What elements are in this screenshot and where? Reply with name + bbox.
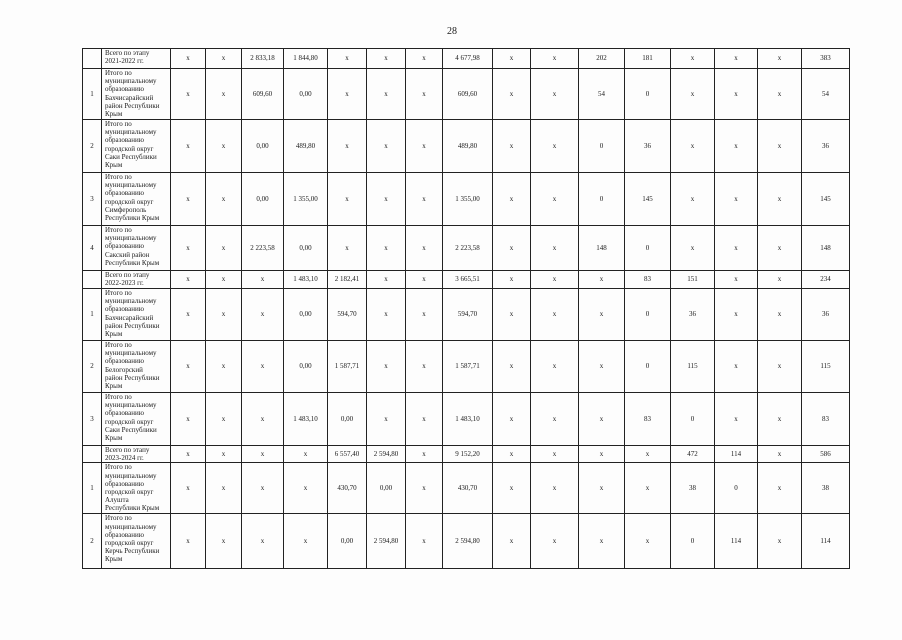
value-cell: х (493, 341, 531, 393)
value-cell: 54 (579, 69, 625, 120)
value-cell: 148 (579, 226, 625, 271)
value-cell: 114 (715, 446, 758, 463)
value-cell: х (367, 120, 406, 173)
value-cell: 1 844,80 (284, 49, 328, 69)
value-cell: х (715, 69, 758, 120)
value-cell: 54 (802, 69, 850, 120)
value-cell: 0,00 (328, 514, 367, 569)
table-body (83, 49, 850, 569)
value-cell: х (367, 69, 406, 120)
value-cell: х (531, 271, 579, 289)
municipality-row (83, 69, 850, 120)
value-cell: 1 587,71 (328, 341, 367, 393)
value-cell: х (171, 341, 206, 393)
value-cell: х (406, 514, 443, 569)
value-cell: х (579, 289, 625, 341)
value-cell: 489,80 (443, 120, 493, 173)
value-cell: 202 (579, 49, 625, 69)
value-cell: х (531, 69, 579, 120)
value-cell: х (625, 514, 671, 569)
value-cell: х (579, 393, 625, 446)
value-cell: 2 594,80 (443, 514, 493, 569)
value-cell: 36 (802, 120, 850, 173)
value-cell: х (171, 226, 206, 271)
value-cell: х (406, 446, 443, 463)
value-cell: х (367, 173, 406, 226)
value-cell: 38 (802, 463, 850, 514)
value-cell: 0 (625, 69, 671, 120)
value-cell: 1 355,00 (443, 173, 493, 226)
municipality-row (83, 341, 850, 393)
value-cell: х (367, 271, 406, 289)
value-cell: х (625, 463, 671, 514)
value-cell: х (671, 49, 715, 69)
row-name-cell: Итого по муниципальному образованию Белогорский район Республики Крым (102, 341, 171, 393)
value-cell: 0 (671, 393, 715, 446)
value-cell: х (171, 446, 206, 463)
value-cell: х (758, 69, 802, 120)
value-cell: 234 (802, 271, 850, 289)
value-cell: х (758, 49, 802, 69)
value-cell: 145 (802, 173, 850, 226)
value-cell: 2 223,58 (443, 226, 493, 271)
value-cell: 145 (625, 173, 671, 226)
municipality-row (83, 289, 850, 341)
value-cell: 148 (802, 226, 850, 271)
value-cell: 1 483,10 (284, 271, 328, 289)
value-cell: х (758, 289, 802, 341)
value-cell: 115 (802, 341, 850, 393)
value-cell: х (284, 514, 328, 569)
row-number-cell (83, 446, 102, 463)
value-cell: х (367, 226, 406, 271)
value-cell: 3 665,51 (443, 271, 493, 289)
value-cell: х (493, 226, 531, 271)
value-cell: х (493, 120, 531, 173)
municipality-row (83, 463, 850, 514)
value-cell: х (206, 271, 242, 289)
value-cell: х (493, 463, 531, 514)
value-cell: 594,70 (328, 289, 367, 341)
value-cell: х (493, 289, 531, 341)
value-cell: 83 (802, 393, 850, 446)
value-cell: 383 (802, 49, 850, 69)
municipality-row (83, 514, 850, 569)
row-number-cell: 2 (83, 514, 102, 569)
value-cell: х (531, 289, 579, 341)
value-cell: 83 (625, 271, 671, 289)
value-cell: х (367, 393, 406, 446)
value-cell: х (531, 49, 579, 69)
value-cell: 0,00 (242, 173, 284, 226)
value-cell: 38 (671, 463, 715, 514)
value-cell: 114 (715, 514, 758, 569)
value-cell: х (171, 289, 206, 341)
value-cell: х (715, 271, 758, 289)
value-cell: х (328, 69, 367, 120)
value-cell: х (531, 120, 579, 173)
value-cell: х (715, 226, 758, 271)
value-cell: 36 (802, 289, 850, 341)
value-cell: х (493, 393, 531, 446)
value-cell: х (715, 173, 758, 226)
value-cell: х (758, 514, 802, 569)
value-cell: х (171, 120, 206, 173)
value-cell: 586 (802, 446, 850, 463)
municipality-row (83, 173, 850, 226)
value-cell: х (242, 463, 284, 514)
page-number: 28 (447, 26, 457, 37)
value-cell: х (715, 120, 758, 173)
value-cell: 0,00 (284, 289, 328, 341)
value-cell: х (715, 341, 758, 393)
value-cell: 181 (625, 49, 671, 69)
value-cell: 2 833,18 (242, 49, 284, 69)
stage-total-row (83, 49, 850, 69)
row-name-cell: Итого по муниципальному образованию городской округ Алушта Республики Крым (102, 463, 171, 514)
row-number-cell (83, 271, 102, 289)
value-cell: х (531, 226, 579, 271)
value-cell: х (715, 393, 758, 446)
value-cell: х (406, 341, 443, 393)
value-cell: х (406, 271, 443, 289)
value-cell: х (406, 69, 443, 120)
value-cell: х (367, 289, 406, 341)
value-cell: х (579, 446, 625, 463)
row-number-cell: 2 (83, 341, 102, 393)
value-cell: х (758, 271, 802, 289)
value-cell: 151 (671, 271, 715, 289)
value-cell: х (531, 173, 579, 226)
value-cell: 2 594,80 (367, 514, 406, 569)
value-cell: 36 (625, 120, 671, 173)
value-cell: 0 (671, 514, 715, 569)
value-cell: 36 (671, 289, 715, 341)
value-cell: х (758, 226, 802, 271)
value-cell: х (758, 341, 802, 393)
value-cell: 0 (579, 120, 625, 173)
value-cell: 1 483,10 (284, 393, 328, 446)
row-number-cell: 1 (83, 289, 102, 341)
value-cell: х (715, 49, 758, 69)
value-cell: х (367, 49, 406, 69)
value-cell: х (242, 289, 284, 341)
value-cell: х (493, 173, 531, 226)
value-cell: 0 (715, 463, 758, 514)
value-cell: х (328, 226, 367, 271)
value-cell: х (328, 120, 367, 173)
value-cell: х (493, 49, 531, 69)
row-name-cell: Итого по муниципальному образованию Бахчисарайский район Республики Крым (102, 289, 171, 341)
value-cell: х (758, 393, 802, 446)
value-cell: х (171, 271, 206, 289)
value-cell: х (406, 393, 443, 446)
value-cell: 114 (802, 514, 850, 569)
value-cell: х (406, 49, 443, 69)
value-cell: 0,00 (242, 120, 284, 173)
value-cell: х (171, 69, 206, 120)
value-cell: 430,70 (328, 463, 367, 514)
municipality-row (83, 393, 850, 446)
row-number-cell (83, 49, 102, 69)
row-name-cell: Итого по муниципальному образованию городской округ Саки Республики Крым (102, 120, 171, 173)
value-cell: х (531, 393, 579, 446)
value-cell: 0 (625, 226, 671, 271)
value-cell: х (171, 393, 206, 446)
value-cell: 0 (625, 289, 671, 341)
value-cell: 594,70 (443, 289, 493, 341)
row-name-cell: Всего по этапу 2023-2024 гг. (102, 446, 171, 463)
value-cell: х (242, 393, 284, 446)
value-cell: х (671, 173, 715, 226)
value-cell: х (242, 271, 284, 289)
stage-total-row (83, 271, 850, 289)
row-number-cell: 3 (83, 393, 102, 446)
value-cell: х (406, 289, 443, 341)
value-cell: 609,60 (443, 69, 493, 120)
value-cell: 2 594,80 (367, 446, 406, 463)
value-cell: х (579, 463, 625, 514)
value-cell: х (579, 271, 625, 289)
value-cell: х (206, 393, 242, 446)
value-cell: х (171, 463, 206, 514)
value-cell: х (493, 69, 531, 120)
value-cell: х (206, 69, 242, 120)
value-cell: 2 223,58 (242, 226, 284, 271)
value-cell: х (715, 289, 758, 341)
value-cell: х (206, 514, 242, 569)
value-cell: 6 557,40 (328, 446, 367, 463)
row-number-cell: 1 (83, 463, 102, 514)
value-cell: 0,00 (284, 341, 328, 393)
value-cell: х (206, 463, 242, 514)
value-cell: х (328, 49, 367, 69)
stage-total-row (83, 446, 850, 463)
row-name-cell: Итого по муниципальному образованию городской округ Саки Республики Крым (102, 393, 171, 446)
value-cell: х (579, 341, 625, 393)
value-cell: х (206, 341, 242, 393)
value-cell: х (328, 173, 367, 226)
row-name-cell: Итого по муниципальному образованию Бахчисарайский район Республики Крым (102, 69, 171, 120)
value-cell: х (284, 463, 328, 514)
row-number-cell: 3 (83, 173, 102, 226)
value-cell: х (206, 120, 242, 173)
value-cell: х (493, 514, 531, 569)
value-cell: х (206, 446, 242, 463)
value-cell: х (206, 173, 242, 226)
value-cell: х (406, 226, 443, 271)
value-cell: 609,60 (242, 69, 284, 120)
value-cell: 4 677,98 (443, 49, 493, 69)
value-cell: 0,00 (284, 69, 328, 120)
row-name-cell: Всего по этапу 2021-2022 гг. (102, 49, 171, 69)
value-cell: х (531, 446, 579, 463)
value-cell: 2 182,41 (328, 271, 367, 289)
value-cell: х (406, 463, 443, 514)
value-cell: 115 (671, 341, 715, 393)
financing-table (82, 48, 850, 569)
value-cell: х (625, 446, 671, 463)
row-name-cell: Итого по муниципальному образованию городской округ Симферополь Республики Крым (102, 173, 171, 226)
value-cell: х (493, 446, 531, 463)
value-cell: 1 587,71 (443, 341, 493, 393)
value-cell: 1 483,10 (443, 393, 493, 446)
row-number-cell: 2 (83, 120, 102, 173)
value-cell: х (671, 226, 715, 271)
value-cell: х (206, 226, 242, 271)
value-cell: 1 355,00 (284, 173, 328, 226)
value-cell: 0,00 (367, 463, 406, 514)
value-cell: х (758, 120, 802, 173)
value-cell: х (242, 341, 284, 393)
value-cell: х (493, 271, 531, 289)
value-cell: 83 (625, 393, 671, 446)
value-cell: х (206, 289, 242, 341)
value-cell: х (531, 341, 579, 393)
row-name-cell: Всего по этапу 2022-2023 гг. (102, 271, 171, 289)
value-cell: 0 (625, 341, 671, 393)
municipality-row (83, 226, 850, 271)
value-cell: х (171, 49, 206, 69)
value-cell: 0 (579, 173, 625, 226)
municipality-row (83, 120, 850, 173)
value-cell: х (284, 446, 328, 463)
row-number-cell: 1 (83, 69, 102, 120)
value-cell: х (206, 49, 242, 69)
value-cell: х (171, 173, 206, 226)
value-cell: 472 (671, 446, 715, 463)
value-cell: х (579, 514, 625, 569)
value-cell: х (531, 463, 579, 514)
value-cell: 0,00 (328, 393, 367, 446)
value-cell: х (242, 514, 284, 569)
value-cell: х (367, 341, 406, 393)
value-cell: 430,70 (443, 463, 493, 514)
row-name-cell: Итого по муниципальному образованию городской округ Керчь Республики Крым (102, 514, 171, 569)
value-cell: х (406, 120, 443, 173)
value-cell: 0,00 (284, 226, 328, 271)
row-number-cell: 4 (83, 226, 102, 271)
value-cell: 9 152,20 (443, 446, 493, 463)
value-cell: х (531, 514, 579, 569)
value-cell: х (671, 69, 715, 120)
row-name-cell: Итого по муниципальному образованию Сакский район Республики Крым (102, 226, 171, 271)
value-cell: х (671, 120, 715, 173)
value-cell: х (758, 463, 802, 514)
value-cell: х (171, 514, 206, 569)
value-cell: х (406, 173, 443, 226)
value-cell: х (758, 173, 802, 226)
value-cell: 489,80 (284, 120, 328, 173)
value-cell: х (242, 446, 284, 463)
value-cell: х (758, 446, 802, 463)
